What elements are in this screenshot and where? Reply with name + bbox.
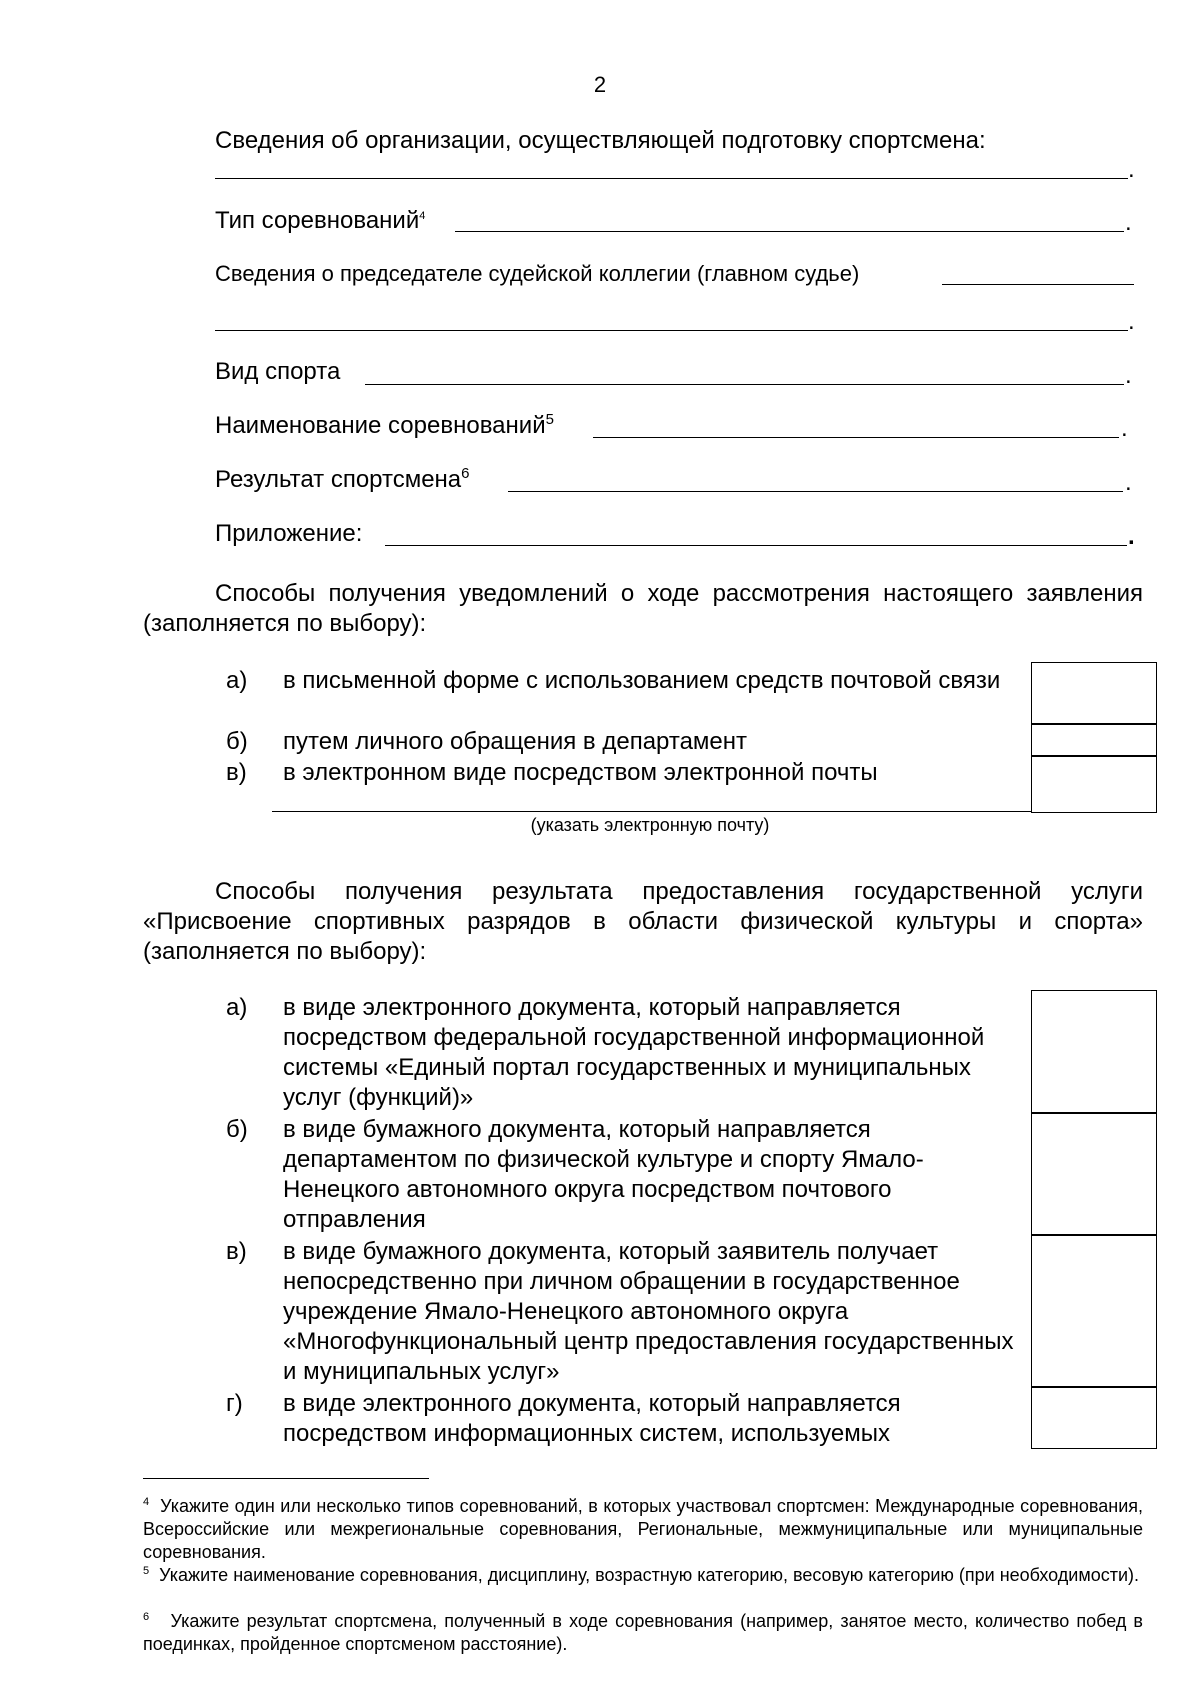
attachment-fill-line[interactable] [385,545,1127,546]
attachment-dot: . [1128,523,1135,550]
notify-checkbox-a[interactable] [1031,662,1157,725]
result-checkbox-b[interactable] [1031,1112,1157,1236]
judge-fill-line[interactable] [942,284,1134,285]
results-text: Способы получения результата предоставления государственной услуги «Присвоение спортивных разрядов в области физической культуры и спорта» (заполняется по выбору): [143,878,1143,965]
result-option-g: в виде электронного документа, который направляется посредством информационных систем, используемых [283,1390,901,1447]
result-checkbox-a[interactable] [1031,990,1157,1114]
result-label: Результат спортсмена$^6$ [215,465,470,493]
org-dot: . [1128,156,1135,183]
notify-option-a: в письменной форме с использованием средств почтовой связи [283,667,1001,694]
org-fill-line[interactable] [215,178,1128,179]
result-checkbox-v[interactable] [1031,1234,1157,1388]
result-marker-v: в) [226,1238,247,1265]
footnote-4: $^4$ Укажите один или несколько типов соревнований, в которых участвовал спортсмен: Международные соревнования, Всероссийские или межрегиональные соревнования, Региональные, межмуниципальные или муниципальные соревнования. [143,1496,1143,1562]
email-fill-line[interactable] [272,811,1032,812]
notify-marker-b: б) [226,728,248,755]
competition-type-label: Тип соревнований$^4$ [215,207,426,234]
competition-name-label: Наименование соревнований$^5$ [215,411,554,439]
notifications-text: Способы получения уведомлений о ходе рассмотрения настоящего заявления (заполняется по выбору): [143,580,1143,637]
competition-type-fill-line[interactable] [455,231,1124,232]
notify-checkbox-v[interactable] [1031,755,1157,813]
notify-checkbox-b[interactable] [1031,723,1157,757]
result-option-b: в виде бумажного документа, который направляется департаментом по физической культуре и спорту Ямало-Ненецкого автономного округа посредством почтового отправления [283,1116,924,1233]
sport-label: Вид спорта [215,358,341,385]
attachment-label: Приложение: [215,520,363,547]
footnote-6: $^6$ Укажите результат спортсмена, полученный в ходе соревнования (например, занятое место, количество побед в поединках, пройденное спортсменом расстояние). [143,1611,1143,1654]
judge-dot: . [1128,308,1135,335]
result-option-a: в виде электронного документа, который направляется посредством федеральной государственной информационной системы «Единый портал государственных и муниципальных услуг (функций)» [283,994,985,1111]
judge-fill-line-2[interactable] [215,330,1128,331]
notify-marker-a: а) [226,667,248,694]
result-fill-line[interactable] [508,491,1123,492]
result-option-v: в виде бумажного документа, который заявитель получает непосредственно при личном обращении в государственное учреждение Ямало-Ненецкого автономного округа «Многофункциональный центр предоставления государственных и муниципальных услуг» [283,1238,1014,1385]
notify-marker-v: в) [226,759,247,786]
sport-dot: . [1125,362,1132,389]
page-number: 2 [593,72,607,97]
result-marker-a: а) [226,994,248,1021]
notify-option-b: путем личного обращения в департамент [283,728,748,755]
email-caption: (указать электронную почту) [530,815,770,835]
sport-fill-line[interactable] [365,384,1124,385]
result-dot: . [1125,469,1132,496]
notify-option-v: в электронном виде посредством электронной почты [283,759,878,786]
footnote-5: $^5$ Укажите наименование соревнования, дисциплину, возрастную категорию, весовую категорию (при необходимости). [143,1565,1140,1585]
result-marker-g: г) [226,1390,243,1417]
result-checkbox-g[interactable] [1031,1386,1157,1449]
footnote-separator [143,1478,429,1479]
result-marker-b: б) [226,1116,248,1143]
judge-label: Сведения о председателе судейской коллегии (главном судье) [215,261,860,286]
competition-name-dot: . [1121,415,1128,442]
org-label: Сведения об организации, осуществляющей подготовку спортсмена: [215,127,986,154]
competition-name-fill-line[interactable] [593,437,1119,438]
competition-type-dot: . [1125,209,1132,236]
